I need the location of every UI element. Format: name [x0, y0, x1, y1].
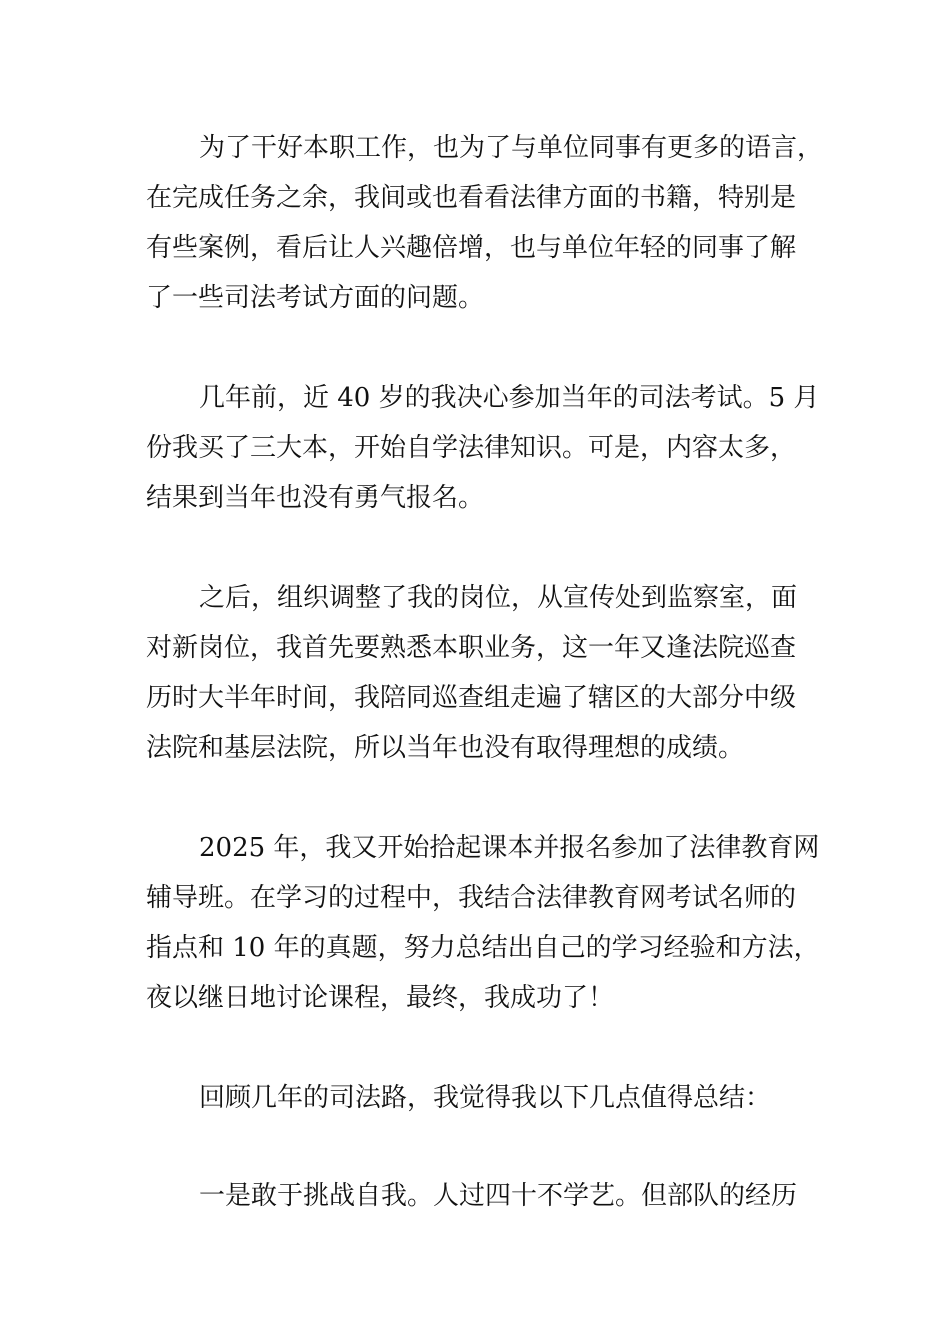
text-line: 几年前，近 40 岁的我决心参加当年的司法考试。5 月 [199, 383, 820, 413]
text-line: 在完成任务之余，我间或也看看法律方面的书籍，特别是 [146, 183, 797, 213]
text-line: 回顾几年的司法路，我觉得我以下几点值得总结： [199, 1083, 772, 1113]
text-line: 对新岗位，我首先要熟悉本职业务，这一年又逢法院巡查 [146, 633, 797, 663]
text-line: 指点和 10 年的真题，努力总结出自己的学习经验和方法， [146, 933, 820, 963]
text-line: 历时大半年时间，我陪同巡查组走遍了辖区的大部分中级 [146, 683, 797, 713]
text-line: 有些案例，看后让人兴趣倍增，也与单位年轻的同事了解 [146, 233, 797, 263]
text-line: 结果到当年也没有勇气报名。 [146, 483, 485, 513]
text-line: 2025 年，我又开始拾起课本并报名参加了法律教育网 [199, 833, 820, 863]
text-line: 为了干好本职工作，也为了与单位同事有更多的语言， [199, 133, 824, 163]
text-line: 之后，组织调整了我的岗位，从宣传处到监察室，面 [199, 583, 798, 613]
text-line: 份我买了三大本，开始自学法律知识。可是，内容太多， [146, 433, 797, 463]
text-line: 了一些司法考试方面的问题。 [146, 283, 485, 313]
text-line: 辅导班。在学习的过程中，我结合法律教育网考试名师的 [146, 883, 797, 913]
text-line: 夜以继日地讨论课程，最终，我成功了！ [146, 983, 615, 1013]
text-line: 法院和基层法院，所以当年也没有取得理想的成绩。 [146, 733, 745, 763]
text-line: 一是敢于挑战自我。人过四十不学艺。但部队的经历 [199, 1181, 798, 1211]
